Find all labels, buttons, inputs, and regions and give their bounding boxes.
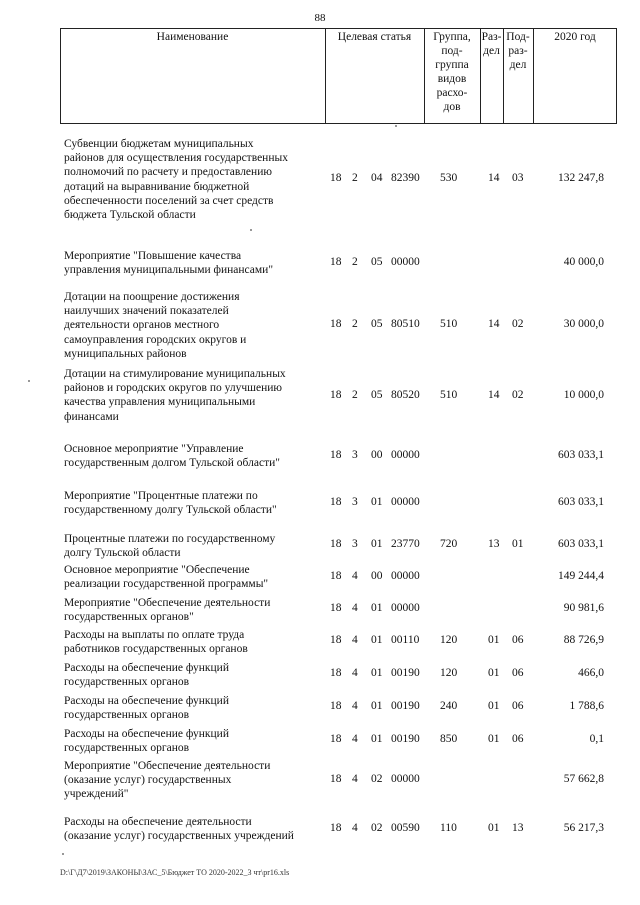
code-program: 18 [330, 700, 342, 712]
subsection-code: 06 [512, 733, 524, 745]
code-subprogram: 4 [352, 700, 358, 712]
code-event: 04 [371, 172, 383, 184]
section-code: 01 [488, 822, 500, 834]
code-direction: 80520 [391, 389, 420, 401]
group-code: 120 [440, 634, 458, 646]
code-subprogram: 4 [352, 570, 358, 582]
row-name: Расходы на обеспечение функций государственных органов [64, 695, 229, 722]
code-program: 18 [330, 449, 342, 461]
group-code: 720 [440, 538, 458, 550]
code-program: 18 [330, 570, 342, 582]
group-code: 110 [440, 822, 457, 834]
amount: 603 033,1 [558, 449, 604, 461]
row-name: Расходы на обеспечение функций государственных органов [64, 728, 229, 755]
group-code: 510 [440, 389, 458, 401]
subsection-code: 06 [512, 700, 524, 712]
code-program: 18 [330, 733, 342, 745]
amount: 132 247,8 [558, 172, 604, 184]
row-name: Основное мероприятие "Управление государственным долгом Тульской области" [64, 443, 280, 470]
row-name: Процентные платежи по государственному долгу Тульской области [64, 533, 276, 560]
subsection-code: 02 [512, 389, 524, 401]
subsection-code: 06 [512, 634, 524, 646]
file-path-footer: D:\Г\Д7\2019\ЗАКОНЫ\ЗАС_5\Бюджет ТО 2020-2022_3 чт\pr16.xls [60, 868, 290, 877]
code-event: 01 [371, 538, 383, 550]
page-number: 88 [314, 12, 326, 24]
code-subprogram: 4 [352, 667, 358, 679]
section-code: 14 [488, 389, 500, 401]
code-direction: 00590 [391, 822, 420, 834]
section-code: 14 [488, 172, 500, 184]
code-direction: 00000 [391, 449, 420, 461]
code-program: 18 [330, 318, 342, 330]
amount: 603 033,1 [558, 496, 604, 508]
code-program: 18 [330, 634, 342, 646]
code-event: 02 [371, 822, 383, 834]
code-subprogram: 3 [352, 538, 358, 550]
code-direction: 00000 [391, 602, 420, 614]
code-event: 00 [371, 449, 383, 461]
code-event: 01 [371, 700, 383, 712]
row-name: Дотации на поощрение достижения наилучших значений показателей деятельности органов местного самоуправления городских округов и муниципальных районов [64, 291, 247, 360]
subsection-code: 02 [512, 318, 524, 330]
code-program: 18 [330, 538, 342, 550]
header-subsection: Под- раз- дел [506, 31, 530, 71]
code-program: 18 [330, 256, 342, 268]
header-name: Наименование [156, 31, 229, 43]
code-event: 05 [371, 256, 383, 268]
header-year: 2020 год [554, 31, 596, 43]
row-name: Мероприятие "Обеспечение деятельности (оказание услуг) государственных учреждений" [64, 760, 271, 801]
code-subprogram: 4 [352, 822, 358, 834]
code-event: 01 [371, 667, 383, 679]
section-code: 01 [488, 667, 500, 679]
code-program: 18 [330, 389, 342, 401]
code-program: 18 [330, 602, 342, 614]
header-group: Группа, под- группа видов расхо- дов [433, 31, 471, 113]
code-direction: 00190 [391, 733, 420, 745]
code-program: 18 [330, 667, 342, 679]
code-subprogram: 3 [352, 449, 358, 461]
code-direction: 00000 [391, 570, 420, 582]
code-subprogram: 4 [352, 634, 358, 646]
scan-speck [62, 853, 64, 855]
code-direction: 00190 [391, 700, 420, 712]
group-code: 240 [440, 700, 458, 712]
code-direction: 00000 [391, 256, 420, 268]
section-code: 01 [488, 634, 500, 646]
code-subprogram: 2 [352, 318, 358, 330]
code-event: 05 [371, 318, 383, 330]
subsection-code: 13 [512, 822, 524, 834]
section-code: 13 [488, 538, 500, 550]
section-code: 14 [488, 318, 500, 330]
amount: 30 000,0 [563, 318, 604, 330]
row-name: Мероприятие "Обеспечение деятельности государственных органов" [64, 597, 271, 624]
code-direction: 00000 [391, 773, 420, 785]
code-direction: 23770 [391, 538, 420, 550]
amount: 90 981,6 [563, 602, 604, 614]
row-name: Субвенции бюджетам муниципальных районов для осуществления государственных полномочий по расчету и предоставлению дотаций на выравнивание бюджетной обеспеченности поселений за счет средств бюджета Тульской области [64, 138, 288, 222]
subsection-code: 03 [512, 172, 524, 184]
header-target-article: Целевая статья [337, 31, 412, 43]
code-subprogram: 2 [352, 172, 358, 184]
code-event: 01 [371, 733, 383, 745]
code-event: 02 [371, 773, 383, 785]
amount: 1 788,6 [569, 700, 604, 712]
row-name: Дотации на стимулирование муниципальных районов и городских округов по улучшению качества управления муниципальными финансами [64, 368, 286, 423]
row-name: Расходы на обеспечение деятельности (оказание услуг) государственных учреждений [64, 816, 294, 843]
section-code: 01 [488, 700, 500, 712]
code-subprogram: 3 [352, 496, 358, 508]
amount: 603 033,1 [558, 538, 604, 550]
code-subprogram: 2 [352, 389, 358, 401]
code-event: 05 [371, 389, 383, 401]
header-section: Раз- дел [481, 31, 502, 57]
amount: 149 244,4 [558, 570, 604, 582]
row-name: Расходы на обеспечение функций государственных органов [64, 662, 229, 689]
code-event: 01 [371, 602, 383, 614]
group-code: 120 [440, 667, 458, 679]
group-code: 510 [440, 318, 458, 330]
amount: 10 000,0 [563, 389, 604, 401]
scan-speck [395, 125, 397, 127]
code-subprogram: 2 [352, 256, 358, 268]
amount: 40 000,0 [563, 256, 604, 268]
code-program: 18 [330, 773, 342, 785]
row-name: Мероприятие "Повышение качества управления муниципальными финансами" [64, 250, 274, 277]
row-name: Мероприятие "Процентные платежи по государственному долгу Тульской области" [64, 490, 277, 517]
scan-speck [28, 380, 30, 382]
code-subprogram: 4 [352, 733, 358, 745]
subsection-code: 01 [512, 538, 524, 550]
amount: 57 662,8 [563, 773, 604, 785]
row-name: Основное мероприятие "Обеспечение реализации государственной программы" [64, 564, 269, 591]
amount: 466,0 [578, 667, 604, 679]
group-code: 530 [440, 172, 458, 184]
code-direction: 00000 [391, 496, 420, 508]
group-code: 850 [440, 733, 458, 745]
subsection-code: 06 [512, 667, 524, 679]
code-direction: 80510 [391, 318, 420, 330]
code-program: 18 [330, 172, 342, 184]
code-direction: 00110 [391, 634, 420, 646]
code-program: 18 [330, 496, 342, 508]
code-subprogram: 4 [352, 773, 358, 785]
code-event: 01 [371, 496, 383, 508]
code-event: 01 [371, 634, 383, 646]
amount: 56 217,3 [563, 822, 604, 834]
code-event: 00 [371, 570, 383, 582]
row-name: Расходы на выплаты по оплате труда работников государственных органов [64, 629, 248, 656]
amount: 88 726,9 [563, 634, 604, 646]
section-code: 01 [488, 733, 500, 745]
amount: 0,1 [589, 733, 604, 745]
code-subprogram: 4 [352, 602, 358, 614]
code-program: 18 [330, 822, 342, 834]
code-direction: 00190 [391, 667, 420, 679]
code-direction: 82390 [391, 172, 420, 184]
scan-speck [250, 229, 252, 231]
